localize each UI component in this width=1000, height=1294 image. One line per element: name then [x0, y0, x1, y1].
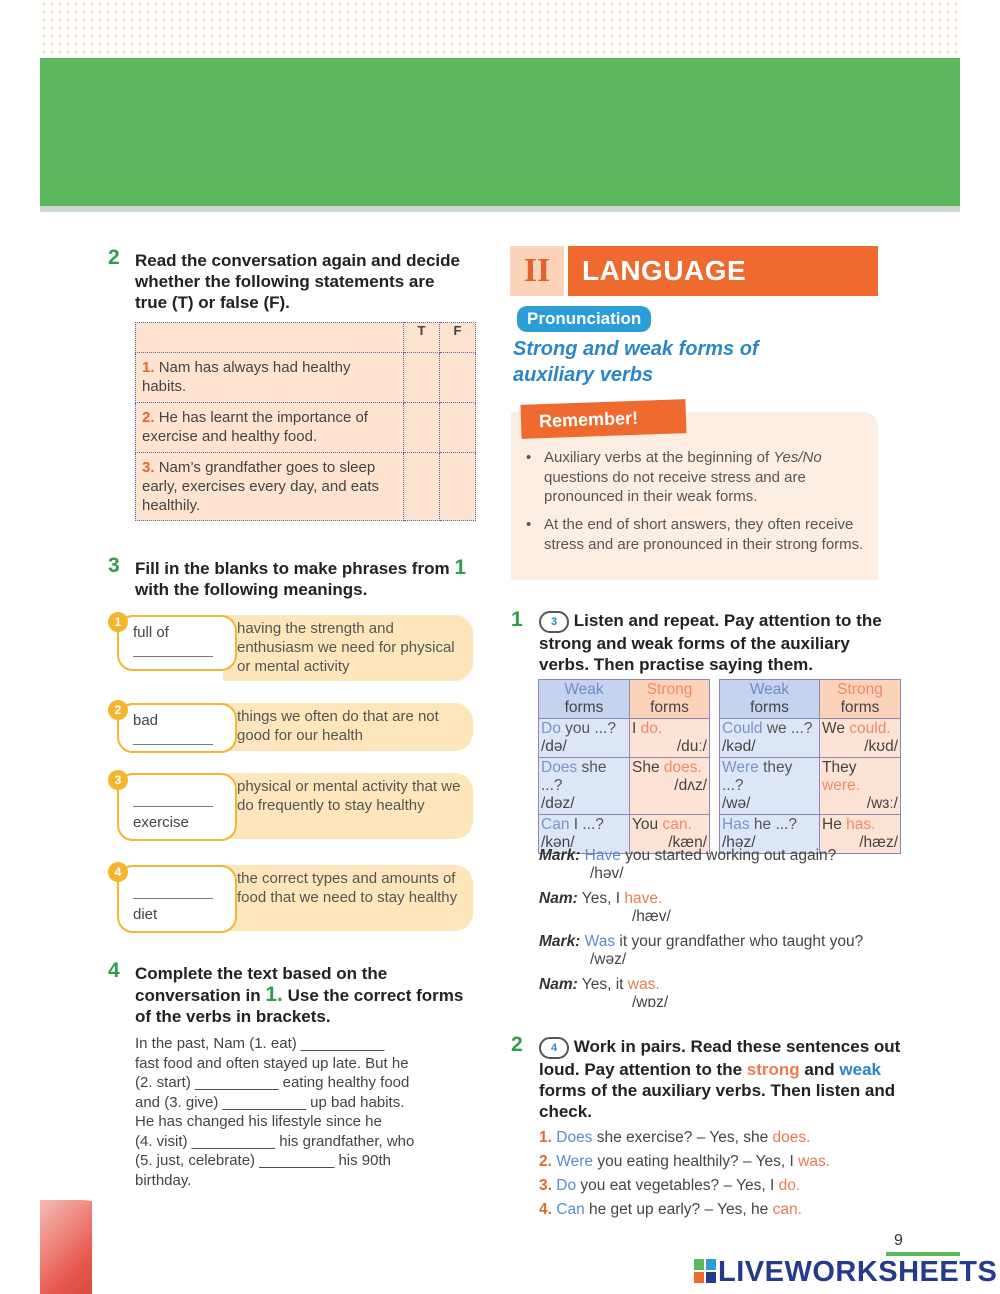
exercise-4-number: 4 [108, 959, 120, 982]
table-row: Has he ...? /həz/ He has. /hæz/ [720, 815, 901, 854]
weak-label: weak [839, 1059, 881, 1079]
paragraph-line: (5. just, celebrate) _________ his 90th [135, 1152, 392, 1169]
instruction-text: Work in pairs. Read these sentences out loud. Pay attention to the [539, 1037, 901, 1079]
table-row: Do you ...? /də/ I do. /duː/ [539, 719, 710, 758]
liveworksheets-brand[interactable] [694, 1256, 997, 1289]
remember-text: questions do not receive stress and are pronounced in their weak forms. [544, 468, 806, 505]
table-header-statement [136, 323, 404, 353]
phrase-meaning: having the strength and enthusiasm we need for physical or mental activity [223, 615, 473, 681]
phrase-word: diet [133, 906, 158, 923]
phrase-meaning: the correct types and amounts of food that we need to stay healthy [223, 865, 473, 931]
true-false-table [135, 322, 476, 521]
phrase-blank[interactable] [133, 731, 213, 745]
remember-text: Auxiliary verbs at the beginning of [544, 449, 770, 466]
table-row [136, 403, 476, 453]
answer-box-t-2[interactable] [404, 403, 440, 453]
phrase-blank[interactable] [133, 643, 213, 657]
listen-exercise-number: 1 [511, 608, 523, 631]
dialogue-ipa-4: /wɒz/ [632, 994, 669, 1011]
answer-box-f-3[interactable] [440, 453, 476, 521]
phrase-badge: 2 [108, 700, 128, 720]
exercise-3-number: 3 [108, 554, 120, 577]
phrase-card-3 [108, 773, 473, 841]
answer-box-f-1[interactable] [440, 353, 476, 403]
answer-box-t-3[interactable] [404, 453, 440, 521]
remember-tag: Remember! [520, 399, 686, 439]
section-roman-numeral: II [510, 246, 564, 296]
instruction-text: Listen and repeat. Pay attention to the strong and weak forms of the auxiliary verbs. Then practise saying them. [539, 611, 882, 674]
table-row [136, 353, 476, 403]
table-row: Can I ...? /kən/ You can. /kæn/ [539, 815, 710, 854]
dialogue-ipa-1: /həv/ [590, 865, 624, 882]
statement-text: Nam’s grandfather goes to sleep early, exercises every day, and eats healthily. [142, 459, 380, 514]
table-row: Were they ...? /wə/ They were. /wɜː/ [720, 758, 901, 815]
pair-sentence-1: 1. Does she exercise? – Yes, she does. [539, 1129, 811, 1146]
statement-number: 1. [142, 359, 155, 376]
paragraph-line: In the past, Nam (1. eat) __________ [135, 1035, 385, 1052]
strong-forms-header: Strong forms [630, 680, 710, 719]
phrase-blank[interactable] [133, 885, 213, 899]
phrase-badge: 3 [108, 770, 128, 790]
dialogue-ipa-2: /hæv/ [632, 908, 671, 925]
paragraph-line: He has changed his lifestyle since he [135, 1113, 382, 1130]
reference-number: 1 [454, 556, 467, 579]
instruction-text: and [804, 1059, 835, 1079]
table-header-f: F [440, 323, 476, 353]
instruction-text: forms of the auxiliary verbs. Then listen and check. [539, 1080, 896, 1121]
phrase-word: exercise [133, 814, 189, 831]
exercise-4-instruction [135, 963, 475, 1027]
instruction-text: Complete the text based on the conversation in [135, 964, 388, 1005]
pair-sentence-3: 3. Do you eat vegetables? – Yes, I do. [539, 1177, 801, 1194]
remember-point-2 [526, 515, 866, 554]
green-header-banner [40, 58, 960, 210]
pronunciation-table-right [719, 679, 901, 854]
paragraph-line: fast food and often stayed up late. But he [135, 1054, 409, 1072]
statement-text: Nam has always had healthy habits. [142, 359, 351, 395]
brand-text: LIVEWORKSHEETS [718, 1256, 998, 1288]
dialogue-line-2: Nam: Yes, I have. [539, 890, 663, 907]
phrase-card-2 [108, 703, 473, 753]
paragraph-line: (4. visit) __________ his grandfather, who [135, 1132, 415, 1150]
statement-number: 2. [142, 409, 155, 426]
table-row [136, 453, 476, 521]
pairs-exercise-number: 2 [511, 1033, 523, 1056]
section-title: LANGUAGE [568, 246, 878, 296]
exercise-2-instruction: Read the conversation again and decide whether the following statements are true (T) or false (F). [135, 251, 460, 312]
statement-text: He has learnt the importance of exercise and healthy food. [142, 409, 368, 445]
paragraph-line: (2. start) __________ eating healthy food [135, 1074, 410, 1091]
remember-emphasis: Yes/No [773, 449, 822, 466]
exercise-2-number: 2 [108, 246, 120, 269]
exercise-4-paragraph [135, 1034, 480, 1190]
dialogue-line-4: Nam: Yes, it was. [539, 976, 660, 993]
pair-sentence-4: 4. Can he get up early? – Yes, he can. [539, 1201, 802, 1218]
bullet-icon: • [526, 449, 532, 466]
phrase-box [117, 773, 237, 841]
remember-point-1 [526, 448, 866, 507]
instruction-text: Use the correct forms of the verbs in brackets. [135, 986, 464, 1026]
paragraph-line: birthday. [135, 1171, 192, 1189]
strong-label: strong [746, 1059, 800, 1079]
phrase-box [117, 703, 237, 753]
banner-shadow [40, 206, 960, 212]
page-number: 9 [894, 1232, 903, 1249]
answer-box-f-2[interactable] [440, 403, 476, 453]
reference-number: 1. [265, 983, 283, 1006]
statement-number: 3. [142, 459, 155, 476]
dialogue-line-3: Mark: Was it your grandfather who taught you? [539, 933, 864, 950]
phrase-blank[interactable] [133, 793, 213, 807]
phrase-card-4 [108, 865, 473, 933]
pronunciation-table-left [538, 679, 710, 854]
phrase-meaning: things we often do that are not good for our health [223, 703, 473, 751]
table-row: Could we ...? /kəd/ We could. /kʊd/ [720, 719, 901, 758]
weak-forms-header: Weak forms [539, 680, 630, 719]
exercise-3-instruction [135, 557, 475, 600]
phrase-word: full of [133, 624, 169, 641]
strong-forms-header: Strong forms [820, 680, 901, 719]
answer-box-t-1[interactable] [404, 353, 440, 403]
phrase-box [117, 615, 237, 671]
instruction-text: Fill in the blanks to make phrases from [135, 559, 450, 578]
phrase-badge: 1 [108, 612, 128, 632]
phrase-badge: 4 [108, 862, 128, 882]
pairs-instruction [539, 1036, 904, 1122]
phrase-card-1 [108, 615, 473, 681]
audio-track-icon[interactable]: 4 [539, 1037, 569, 1059]
dotted-header-pattern [40, 0, 960, 60]
pair-sentence-2: 2. Were you eating healthily? – Yes, I was. [539, 1153, 830, 1170]
pronunciation-label: Pronunciation [517, 306, 651, 332]
liveworksheets-logo-icon [694, 1259, 716, 1283]
weak-forms-header: Weak forms [720, 680, 820, 719]
bullet-icon: • [526, 516, 532, 533]
audio-track-icon[interactable]: 3 [539, 611, 569, 633]
table-header-t: T [404, 323, 440, 353]
phrase-word: bad [133, 712, 159, 729]
pronunciation-subtitle: Strong and weak forms of auxiliary verbs [513, 338, 759, 386]
remember-text: At the end of short answers, they often receive stress and are pronounced in their strong forms. [544, 516, 864, 553]
paragraph-line: and (3. give) __________ up bad habits. [135, 1093, 405, 1111]
dialogue-line-1: Mark: Have you started working out again? [539, 847, 837, 864]
phrase-meaning: physical or mental activity that we do frequently to stay healthy [223, 773, 473, 839]
table-row: Does she ...? /dəz/ She does. /dʌz/ [539, 758, 710, 815]
dialogue-ipa-3: /wəz/ [590, 951, 627, 968]
phrase-box [117, 865, 237, 933]
decor-mask [92, 1188, 152, 1294]
instruction-text: with the following meanings. [135, 580, 368, 599]
listen-instruction [539, 610, 899, 675]
